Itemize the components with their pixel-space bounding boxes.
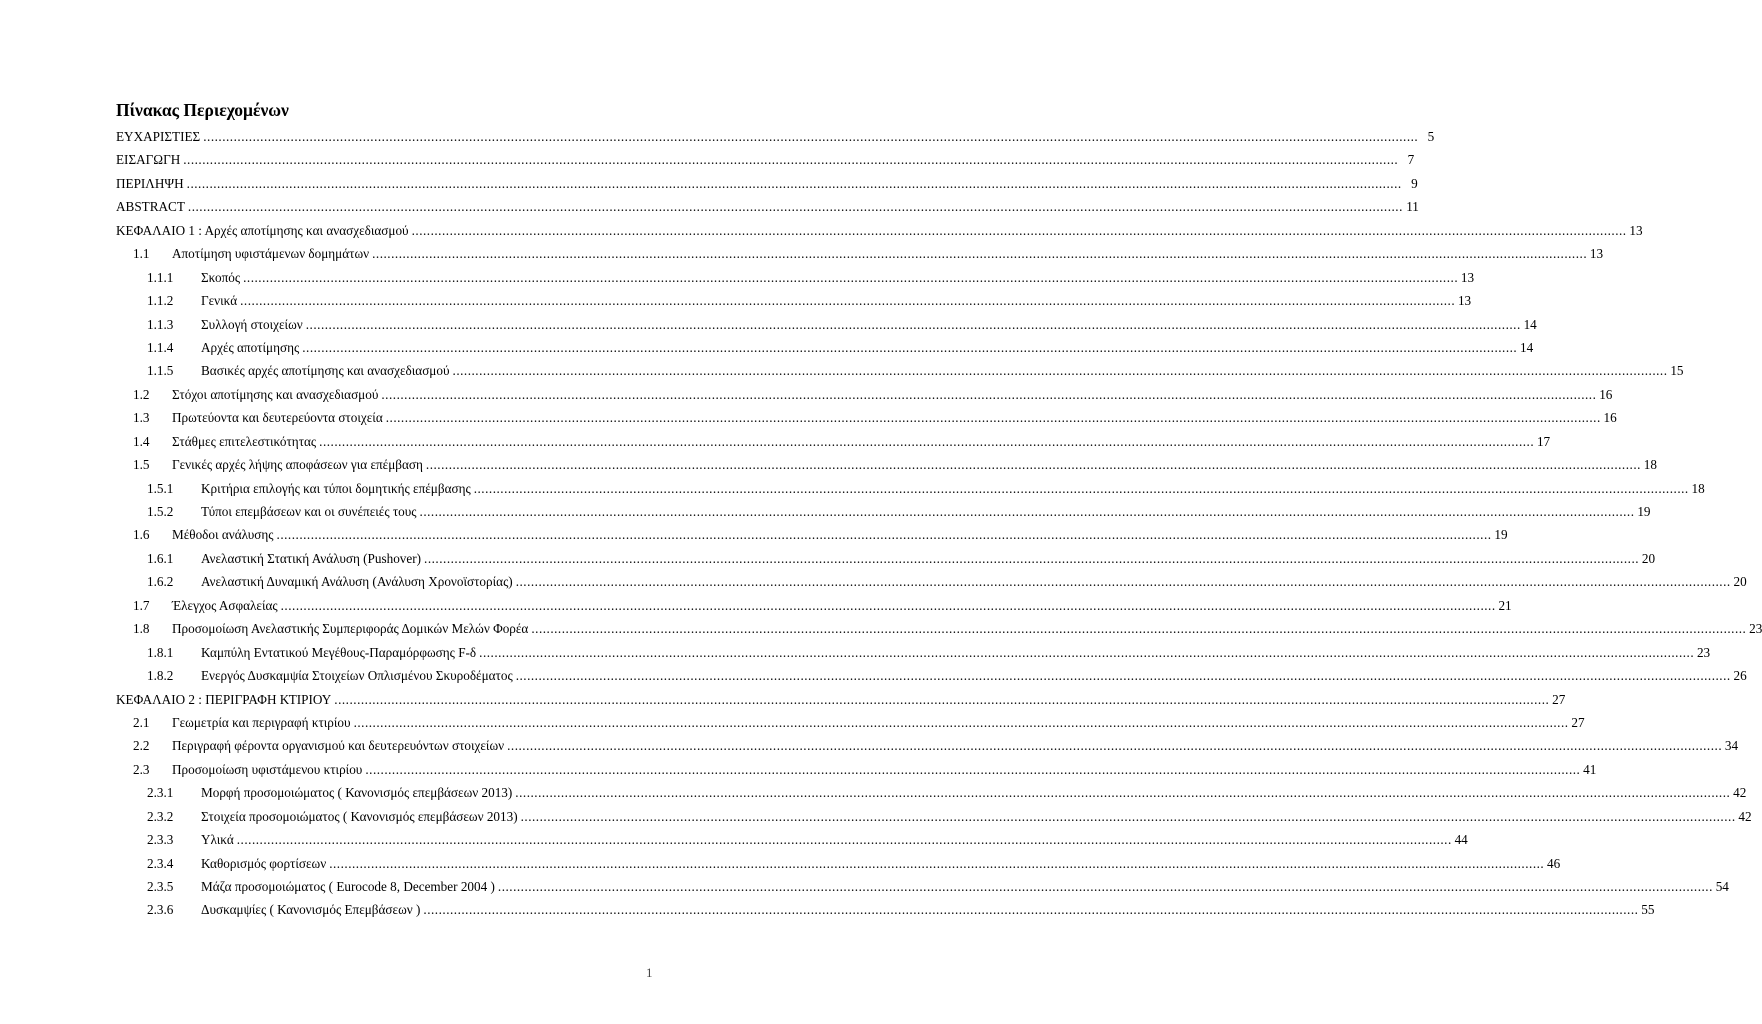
dot-leader (334, 692, 1549, 708)
toc-entry-title: Γενικά (201, 293, 238, 309)
dot-leader (507, 738, 1722, 754)
dot-leader (281, 598, 1496, 614)
toc-entry[interactable] (116, 457, 1657, 480)
toc-entry[interactable] (116, 855, 1561, 879)
toc-entry[interactable] (116, 668, 1747, 691)
dot-leader (381, 387, 1596, 403)
toc-entry-number: 1.2 (133, 386, 150, 402)
toc-entry-page: 42 (1733, 785, 1747, 801)
toc-entry[interactable] (116, 832, 1468, 855)
toc-entry-title: Καθορισμός φορτίσεων (201, 855, 327, 871)
toc-entry[interactable] (116, 339, 1534, 363)
dot-leader (516, 574, 1731, 590)
toc-entry[interactable] (116, 480, 1705, 504)
toc-entry-title: Τύποι επεμβάσεων και οι συνέπειές τους (201, 504, 417, 519)
toc-entry-page: 44 (1454, 832, 1468, 848)
page-number: 1 (646, 965, 653, 980)
toc-entry[interactable] (116, 410, 1617, 433)
dot-leader (243, 270, 1458, 286)
toc-entry[interactable] (116, 714, 1585, 738)
toc-entry-page: 46 (1547, 855, 1561, 871)
dot-leader (426, 457, 1641, 473)
toc-entry-title: Ενεργός Δυσκαμψία Στοιχείων Οπλισμένου Σκυροδέματος (201, 668, 513, 684)
toc-entry-number: 1.1.4 (147, 339, 174, 355)
toc-entry-number: 1.3 (133, 410, 150, 426)
dot-leader (319, 434, 1534, 450)
toc-entry-number: 1.8.1 (147, 644, 174, 660)
toc-entry[interactable] (116, 879, 1729, 902)
dot-leader (516, 668, 1731, 684)
toc-entry-number: 1.1.2 (147, 293, 174, 309)
toc-entry[interactable] (116, 199, 1419, 222)
toc-entry-title: Κριτήρια επιλογής και τύποι δομητικής επέμβασης (201, 480, 471, 496)
dot-leader (420, 504, 1635, 520)
toc-entry-page: 16 (1603, 410, 1617, 426)
toc-entry-title: Ανελαστική Δυναμική Ανάλυση (Ανάλυση Χρονοϊστορίας) (201, 574, 513, 590)
toc-entry[interactable] (116, 504, 1651, 527)
toc-entry-page: 13 (1457, 293, 1472, 309)
toc-entry-number: 2.3.6 (147, 902, 174, 918)
toc-entry-number: 1.5.1 (147, 480, 174, 496)
toc-entry-title: Μάζα προσομοιώματος ( Eurocode 8, December 2004 ) (201, 879, 495, 894)
dot-leader (474, 481, 1689, 497)
toc-entry[interactable] (116, 433, 1551, 457)
toc-entry-title: ABSTRACT (116, 199, 185, 215)
toc-entry[interactable] (116, 597, 1512, 621)
toc-entry-number: 1.1.3 (147, 316, 174, 332)
toc-entry-title: Βασικές αρχές αποτίμησης και ανασχεδιασμού (201, 363, 450, 379)
toc-entry[interactable] (116, 175, 1418, 199)
toc-entry-number: 1.6 (133, 527, 150, 543)
toc-entry-page: 13 (1589, 246, 1604, 262)
toc-entry-title: ΠΕΡΙΛΗΨΗ (116, 175, 184, 191)
toc-entry-number: 2.3.2 (147, 808, 174, 824)
toc-entry[interactable] (116, 363, 1684, 386)
toc-entry-page: 5 (1427, 129, 1435, 144)
toc-entry[interactable] (116, 550, 1656, 574)
toc-entry-title: ΚΕΦΑΛΑΙΟ 1 : Αρχές αποτίμησης και ανασχεδιασμού (116, 222, 409, 238)
dot-leader (515, 785, 1730, 801)
toc-entry-title: Στοιχεία προσομοιώματος ( Κανονισμός επεμβάσεων 2013) (201, 808, 518, 824)
dot-leader (423, 902, 1638, 918)
toc-entry-title: ΕΥΧΑΡΙΣΤΙΕΣ (116, 129, 201, 144)
toc-entry-number: 1.7 (133, 597, 150, 613)
toc-entry-page: 16 (1599, 386, 1613, 402)
toc-entry-title: Γεωμετρία και περιγραφή κτιρίου (172, 714, 351, 730)
toc-entry-page: 14 (1523, 316, 1537, 332)
toc-entry-page: 13 (1629, 222, 1643, 238)
toc-entry[interactable] (116, 574, 1747, 597)
toc-entry-number: 2.2 (133, 738, 150, 754)
toc-entry-title: Έλεγχος Ασφαλείας (172, 597, 278, 613)
toc-entry-page: 23 (1749, 621, 1762, 637)
toc-entry-title: Καμπύλη Εντατικού Μεγέθους-Παραμόρφωσης F-δ (201, 644, 477, 660)
table-of-contents (116, 129, 1762, 926)
toc-entry-number: 1.5 (133, 457, 150, 473)
toc-entry-page: 27 (1552, 691, 1566, 707)
toc-entry[interactable] (116, 293, 1472, 316)
dot-leader (531, 621, 1746, 637)
toc-entry-number: 1.4 (133, 433, 150, 449)
dot-leader (302, 340, 1517, 356)
toc-entry-title: Αρχές αποτίμησης (201, 339, 300, 355)
toc-entry-number: 2.3.5 (147, 879, 174, 894)
toc-entry[interactable] (116, 386, 1613, 410)
toc-entry-number: 2.3.3 (147, 832, 174, 848)
toc-entry[interactable] (116, 644, 1711, 668)
toc-entry-page: 26 (1733, 668, 1747, 684)
toc-entry-title: ΚΕΦΑΛΑΙΟ 2 : ΠΕΡΙΓΡΑΦΗ ΚΤΙΡΙΟΥ (116, 691, 332, 707)
toc-entry[interactable] (116, 246, 1604, 269)
toc-entry-number: 1.1.5 (147, 363, 174, 379)
toc-entry-number: 2.3.4 (147, 855, 174, 871)
toc-entry-title: Συλλογή στοιχείων (201, 316, 303, 332)
toc-entry[interactable] (116, 738, 1739, 761)
dot-leader (329, 856, 1544, 872)
dot-leader (386, 410, 1601, 426)
toc-entry-title: Γενικές αρχές λήψης αποφάσεων για επέμβαση (172, 457, 423, 473)
toc-entry-page: 19 (1494, 527, 1508, 543)
dot-leader (372, 246, 1587, 262)
toc-entry-page: 18 (1691, 480, 1705, 496)
toc-entry-page: 18 (1643, 457, 1657, 473)
toc-entry-page: 15 (1670, 363, 1684, 379)
toc-entry[interactable] (116, 902, 1655, 925)
dot-leader (187, 176, 1402, 192)
dot-leader (424, 551, 1639, 567)
toc-entry[interactable] (116, 808, 1752, 832)
toc-entry[interactable] (116, 316, 1537, 340)
toc-entry[interactable] (116, 129, 1435, 152)
toc-entry-page: 41 (1583, 761, 1597, 777)
toc-entry[interactable] (116, 785, 1747, 808)
toc-entry-number: 2.1 (133, 714, 150, 730)
dot-leader (183, 152, 1398, 168)
toc-entry-title: Περιγραφή φέροντα οργανισμού και δευτερευόντων στοιχείων (172, 738, 505, 754)
toc-entry-number: 1.1 (133, 246, 150, 262)
toc-entry-number: 1.8 (133, 621, 150, 637)
toc-entry-page: 19 (1637, 504, 1651, 519)
toc-entry-page: 13 (1460, 269, 1475, 285)
toc-entry-title: Υλικά (201, 832, 234, 848)
toc-entry[interactable] (116, 152, 1415, 175)
toc-entry-number: 1.1.1 (147, 269, 174, 285)
toc-entry-page: 42 (1738, 808, 1752, 824)
toc-title: Πίνακας Περιεχομένων (116, 100, 289, 120)
dot-leader (306, 317, 1521, 333)
toc-entry-page: 34 (1724, 738, 1739, 754)
toc-entry-page: 21 (1498, 597, 1512, 613)
toc-entry[interactable] (116, 527, 1508, 550)
toc-entry-number: 1.6.2 (147, 574, 174, 590)
dot-leader (521, 809, 1736, 825)
toc-entry-page: 23 (1696, 644, 1711, 660)
dot-leader (412, 223, 1627, 239)
toc-entry[interactable] (116, 222, 1643, 246)
dot-leader (203, 129, 1418, 145)
toc-entry-page: 20 (1641, 550, 1656, 566)
toc-entry-title: Σκοπός (201, 269, 241, 285)
dot-leader (479, 645, 1694, 661)
dot-leader (188, 199, 1403, 215)
dot-leader (365, 762, 1580, 778)
toc-entry[interactable] (116, 621, 1762, 644)
toc-entry-title: Προσομοίωση υφιστάμενου κτιρίου (172, 761, 363, 777)
toc-entry-page: 20 (1733, 574, 1747, 590)
toc-entry-number: 1.6.1 (147, 550, 174, 566)
toc-entry-number: 2.3.1 (147, 785, 174, 801)
toc-entry-page: 11 (1406, 199, 1419, 215)
dot-leader (240, 293, 1455, 309)
toc-entry-title: Στάθμες επιτελεστικότητας (172, 433, 317, 449)
toc-entry-title: Δυσκαμψίες ( Κανονισμός Επεμβάσεων ) (201, 902, 421, 918)
toc-entry-page: 17 (1536, 433, 1551, 449)
toc-entry-page: 27 (1571, 714, 1585, 730)
toc-entry[interactable] (116, 691, 1566, 715)
toc-entry-number: 2.3 (133, 761, 150, 777)
toc-entry-page: 55 (1641, 902, 1655, 918)
toc-entry-number: 1.5.2 (147, 504, 174, 519)
dot-leader (354, 715, 1569, 731)
toc-entry-title: Αποτίμηση υφιστάμενων δομημάτων (172, 246, 370, 262)
toc-entry-title: Μέθοδοι ανάλυσης (172, 527, 274, 543)
toc-entry-page: 14 (1520, 339, 1534, 355)
toc-entry-page: 7 (1407, 152, 1415, 168)
toc-entry[interactable] (116, 269, 1475, 293)
toc-entry-title: Πρωτεύοντα και δευτερεύοντα στοιχεία (172, 410, 383, 426)
toc-entry[interactable] (116, 761, 1597, 785)
toc-entry-title: Ανελαστική Στατική Ανάλυση (Pushover) (201, 550, 422, 566)
toc-entry-title: Προσομοίωση Ανελαστικής Συμπεριφοράς Δομικών Μελών Φορέα (172, 621, 529, 637)
toc-entry-page: 9 (1411, 175, 1418, 191)
dot-leader (498, 879, 1713, 895)
toc-entry-title: Μορφή προσομοιώματος ( Κανονισμός επεμβάσεων 2013) (201, 785, 513, 801)
toc-entry-number: 1.8.2 (147, 668, 174, 684)
toc-entry-title: ΕΙΣΑΓΩΓΗ (116, 152, 181, 168)
toc-entry-title: Στόχοι αποτίμησης και ανασχεδιασμού (172, 386, 379, 402)
dot-leader (237, 832, 1452, 848)
dot-leader (277, 527, 1492, 543)
toc-entry-page: 54 (1715, 879, 1729, 894)
dot-leader (453, 363, 1668, 379)
